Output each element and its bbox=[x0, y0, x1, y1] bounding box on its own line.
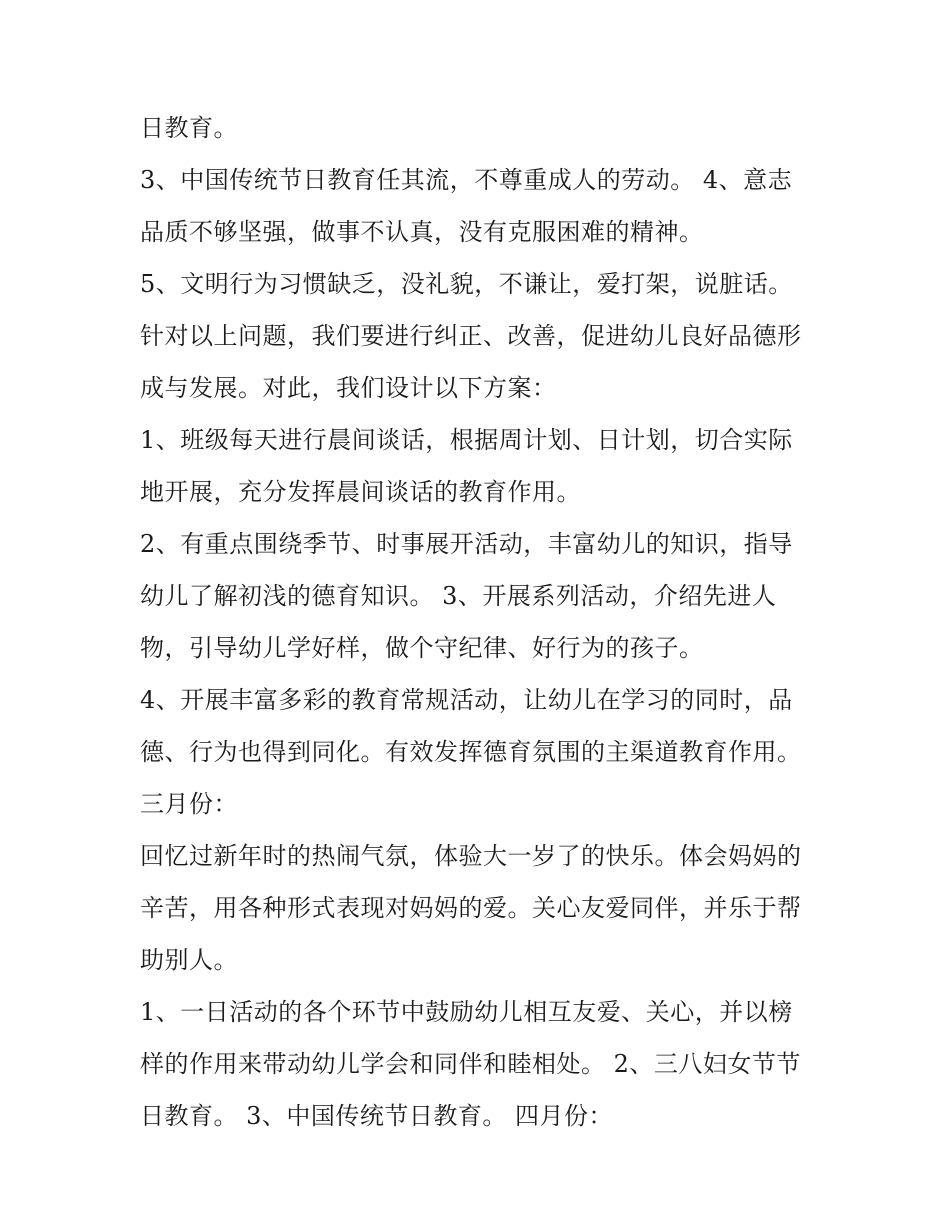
text-line: 样的作用来带动幼儿学会和同伴和睦相处。 2、三八妇女节节 bbox=[140, 1050, 801, 1078]
text-line: 日教育。 bbox=[140, 114, 238, 142]
text-line: 地开展，充分发挥晨间谈话的教育作用。 bbox=[140, 478, 581, 506]
text-line: 成与发展。对此，我们设计以下方案： bbox=[140, 374, 557, 402]
text-line: 辛苦，用各种形式表现对妈妈的爱。关心友爱同伴，并乐于帮 bbox=[140, 894, 802, 922]
text-line: 3、中国传统节日教育任其流，不尊重成人的劳动。 4、意志 bbox=[140, 166, 793, 194]
text-line: 针对以上问题，我们要进行纠正、改善，促进幼儿良好品德形 bbox=[140, 322, 802, 350]
text-line: 4、开展丰富多彩的教育常规活动，让幼儿在学习的同时，品 bbox=[140, 686, 793, 714]
text-line: 2、有重点围绕季节、时事展开活动，丰富幼儿的知识，指导 bbox=[140, 530, 793, 558]
text-line: 品质不够坚强，做事不认真，没有克服困难的精神。 bbox=[140, 218, 704, 246]
text-line: 1、班级每天进行晨间谈话，根据周计划、日计划，切合实际 bbox=[140, 426, 793, 454]
section-heading: 三月份： bbox=[140, 790, 238, 818]
text-line: 助别人。 bbox=[140, 946, 238, 974]
text-line: 幼儿了解初浅的德育知识。 3、开展系列活动，介绍先进人 bbox=[140, 582, 777, 610]
document-body bbox=[140, 108, 840, 1148]
text-line: 回忆过新年时的热闹气氛，体验大一岁了的快乐。体会妈妈的 bbox=[140, 842, 802, 870]
text-line: 1、一日活动的各个环节中鼓励幼儿相互友爱、关心，并以榜 bbox=[140, 998, 793, 1026]
text-line: 物，引导幼儿学好样，做个守纪律、好行为的孩子。 bbox=[140, 634, 704, 662]
text-line: 德、行为也得到同化。有效发挥德育氛围的主渠道教育作用。 bbox=[140, 738, 802, 766]
text-line: 5、文明行为习惯缺乏，没礼貌，不谦让，爱打架，说脏话。 bbox=[140, 270, 793, 298]
text-line: 日教育。 3、中国传统节日教育。 四月份： bbox=[140, 1102, 614, 1130]
